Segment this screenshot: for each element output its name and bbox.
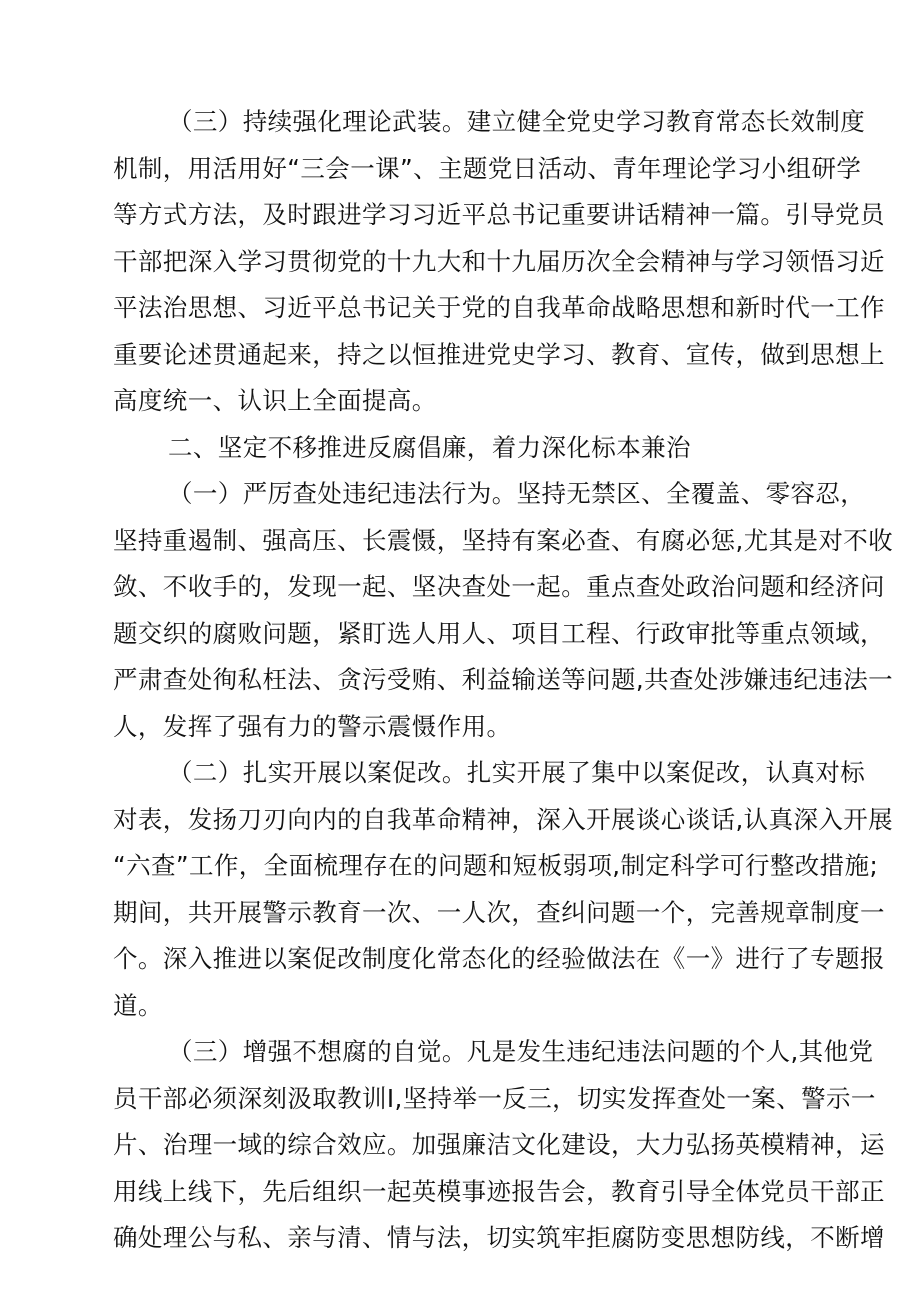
paragraph-investigation — [113, 471, 894, 750]
heading-text: 二、坚定不移推进反腐倡廉，着力深化标本兼治 — [168, 432, 691, 462]
text-line: 题交织的腐败问题，紧盯选人用人、项目工程、行政审批等重点领域， — [113, 618, 885, 648]
text-line: 等方式方法，及时跟进学习习近平总书记重要讲话精神一篇。引导党员 — [113, 200, 885, 229]
text-line: 用线上线下，先后组织一起英模事迹报告会，教育引导全体党员干部正 — [113, 1176, 885, 1206]
text-line: （一）严厉查处违纪违法行为。坚持无禁区、全覆盖、零容忍， — [168, 479, 866, 508]
text-line: 平法治思想、习近平总书记关于党的自我革命战略思想和新时代一工作 — [113, 293, 885, 322]
text-line: 严肃查处徇私枉法、贪污受贿、利益输送等问题,共查处涉嫌违纪违法一 — [113, 665, 894, 694]
text-line: 片、治理一域的综合效应。加强廉洁文化建设，大力弘扬英模精神，运 — [113, 1130, 885, 1159]
text-line: 干部把深入学习贯彻党的十九大和十九届历次全会精神与学习领悟习近 — [113, 246, 885, 276]
text-line: 员干部必须深刻汲取教训I,坚持举一反三，切实发挥查处一案、警示一 — [113, 1083, 876, 1113]
paragraph-self-awareness — [113, 1029, 885, 1262]
text-line: 人，发挥了强有力的警示震慑作用。 — [113, 711, 512, 741]
text-line: 期间，共开展警示教育一次、一人次，查纠问题一个，完善规章制度一 — [113, 897, 885, 927]
document-body — [113, 99, 894, 1262]
text-line: 敛、不收手的，发现一起、坚决查处一起。重点查处政治问题和经济问 — [113, 572, 885, 601]
text-line: （二）扎实开展以案促改。扎实开展了集中以案促改，认真对标 — [168, 758, 866, 787]
paragraph-theory — [113, 99, 885, 425]
section-heading — [113, 425, 833, 472]
paragraph-case-reform — [113, 750, 894, 1029]
text-line: 道。 — [113, 990, 163, 1020]
text-line: 对表，发扬刀刃向内的自我革命精神，深入开展谈心谈话,认真深入开展 — [113, 804, 894, 834]
text-line: 重要论述贯通起来，持之以恒推进党史学习、教育、宣传，做到思想上 — [113, 339, 885, 369]
text-line: 确处理公与私、亲与清、情与法，切实筑牢拒腐防变思想防线，不断增 — [113, 1223, 885, 1252]
text-line: 机制，用活用好“三会一课”、主题党日活动、青年理论学习小组研学 — [113, 153, 862, 183]
text-line: 坚持重遏制、强高压、长震慑，坚持有案必查、有腐必惩,尤其是对不收 — [113, 525, 894, 555]
text-line: “六查”工作，全面梳理存在的问题和短板弱项,制定科学可行整改措施; — [113, 851, 879, 880]
text-line: 高度统一、认识上全面提高。 — [113, 386, 437, 415]
text-line: （三）持续强化理论武装。建立健全党史学习教育常态长效制度 — [168, 107, 866, 136]
text-line: 个。深入推进以案促改制度化常态化的经验做法在《一》进行了专题报 — [113, 944, 885, 973]
text-line: （三）增强不想腐的自觉。凡是发生违纪违法问题的个人,其他党 — [168, 1037, 874, 1066]
